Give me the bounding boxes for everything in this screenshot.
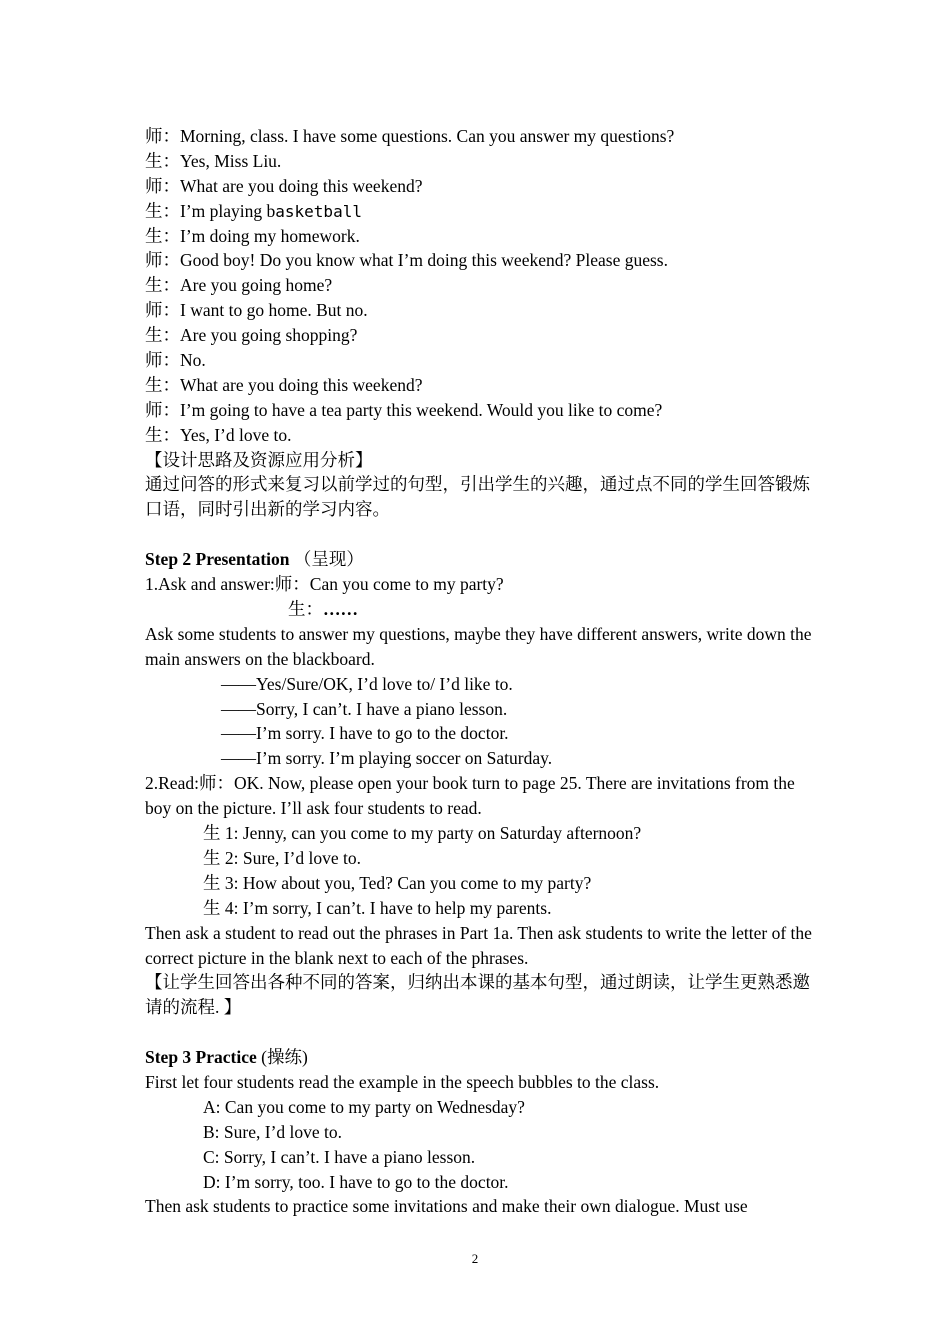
example-line: A: Can you come to my party on Wednesday?	[203, 1096, 525, 1117]
ask-reply: ……	[323, 598, 358, 619]
dialogue-line	[145, 124, 815, 149]
step3-heading	[145, 1045, 815, 1070]
speaker-label: 生	[203, 823, 221, 844]
speaker-label: 师：	[198, 773, 234, 794]
dialogue-line	[145, 248, 815, 273]
answer-line: ——Sorry, I can’t. I have a piano lesson.	[221, 698, 508, 719]
dialogue-text: I’m doing my homework.	[180, 225, 360, 246]
dialogue-text: I’m playing b	[180, 200, 276, 221]
speaker-label: 师：	[145, 350, 180, 371]
speaker-label: 师：	[145, 126, 180, 146]
speaker-label: 师：	[145, 300, 180, 321]
step3-title-cn: (操练)	[261, 1047, 308, 1068]
speaker-label: 师：	[145, 175, 180, 196]
dialogue-text: Good boy! Do you know what I’m doing this weekend? Please guess.	[180, 250, 668, 271]
read-line	[145, 821, 815, 846]
dialogue-text: What are you doing this weekend?	[180, 175, 423, 196]
step3-intro: First let four students read the example in the speech bubbles to the class.	[145, 1072, 660, 1092]
step3-title: Step 3 Practice	[145, 1047, 257, 1068]
dialogue-text-mono: asketball	[275, 201, 362, 221]
read-line	[145, 896, 815, 921]
spacer	[145, 1020, 815, 1045]
read-line	[145, 871, 815, 896]
dialogue-line	[145, 298, 815, 323]
dialogue-line	[145, 174, 815, 199]
speaker-label: 师：	[145, 250, 180, 271]
example-line: B: Sure, I’d love to.	[203, 1121, 343, 1142]
ask-reply-line	[145, 597, 815, 622]
speaker-label: 师：	[274, 574, 310, 595]
dialogue-text: No.	[180, 350, 206, 371]
step2-title-cn: （呈现）	[293, 549, 364, 570]
dialogue-line	[145, 199, 815, 224]
read-line-text: 4: I’m sorry, I can’t. I have to help my parents.	[220, 897, 552, 918]
speaker-label: 生：	[145, 374, 180, 395]
ask-prefix: 1.Ask and answer:	[145, 574, 275, 595]
then-paragraph: Then ask a student to read out the phrases in Part 1a. Then ask students to write the letter of the correct picture in the blank next to each of the phrases.	[145, 922, 812, 968]
speaker-label: 生：	[288, 598, 323, 619]
step2-title: Step 2 Presentation	[145, 549, 290, 570]
dialogue-text: Yes, Miss Liu.	[180, 150, 282, 171]
dialogue-line	[145, 423, 815, 448]
answer-line: ——I’m sorry. I’m playing soccer on Saturday.	[221, 748, 553, 769]
page-number: 2	[471, 1251, 479, 1266]
dialogue-text: Morning, class. I have some questions. Can you answer my questions?	[180, 126, 675, 146]
read-line-text: 3: How about you, Ted? Can you come to my party?	[220, 872, 592, 893]
speaker-label: 师：	[145, 399, 180, 420]
design-paragraph: 通过问答的形式来复习以前学过的句型，引出学生的兴趣，通过点不同的学生回答锻炼口语，同时引出新的学习内容。	[145, 474, 810, 520]
speaker-label: 生：	[145, 225, 180, 246]
dialogue-text: Yes, I’d love to.	[180, 424, 292, 445]
speaker-label: 生：	[145, 325, 180, 346]
read-text: OK. Now, please open your book turn to page 25. There are invitations from the boy on the picture. I’ll ask four students to read.	[145, 773, 795, 819]
dialogue-text: Are you going shopping?	[180, 325, 358, 346]
example-line: C: Sorry, I can’t. I have a piano lesson.	[203, 1146, 476, 1167]
read-paragraph	[145, 771, 815, 821]
dialogue-line	[145, 149, 815, 174]
ask-line	[145, 572, 815, 597]
answer-line: ——Yes/Sure/OK, I’d love to/ I’d like to.	[221, 673, 513, 694]
example-line: D: I’m sorry, too. I have to go to the doctor.	[203, 1171, 509, 1192]
speaker-label: 生：	[145, 424, 180, 445]
dialogue-text: Are you going home?	[180, 275, 333, 296]
speaker-label: 生	[203, 847, 221, 868]
ask-question: Can you come to my party?	[309, 574, 504, 595]
page-content	[145, 124, 815, 1219]
speaker-label: 生：	[145, 275, 180, 296]
dialogue-line	[145, 323, 815, 348]
dialogue-line	[145, 373, 815, 398]
dialogue-line	[145, 273, 815, 298]
speaker-label: 生：	[145, 150, 180, 171]
spacer	[145, 522, 815, 547]
step2-note: 【让学生回答出各种不同的答案，归纳出本课的基本句型，通过朗读，让学生更熟悉邀请的流程. 】	[145, 972, 810, 1018]
dialogue-text: I’m going to have a tea party this weekend. Would you like to come?	[180, 399, 663, 420]
speaker-label: 生	[203, 897, 221, 918]
read-prefix: 2.Read:	[145, 773, 199, 794]
ask-description: Ask some students to answer my questions, maybe they have different answers, write down the main answers on the blackboard.	[145, 623, 812, 669]
dialogue-section	[145, 124, 815, 448]
answer-line: ——I’m sorry. I have to go to the doctor.	[221, 723, 509, 744]
dialogue-text: What are you doing this weekend?	[180, 374, 423, 395]
read-line-text: 1: Jenny, can you come to my party on Saturday afternoon?	[220, 823, 642, 844]
speaker-label: 生	[203, 872, 221, 893]
read-line-text: 2: Sure, I’d love to.	[220, 847, 361, 868]
dialogue-line	[145, 224, 815, 249]
read-line	[145, 846, 815, 871]
step2-heading	[145, 547, 815, 572]
dialogue-line	[145, 398, 815, 423]
step3-last-line: Then ask students to practice some invitations and make their own dialogue. Must use	[145, 1196, 748, 1217]
design-heading: 【设计思路及资源应用分析】	[145, 449, 373, 470]
dialogue-line	[145, 348, 815, 373]
dialogue-text: I want to go home. But no.	[180, 300, 368, 321]
speaker-label: 生：	[145, 200, 180, 221]
